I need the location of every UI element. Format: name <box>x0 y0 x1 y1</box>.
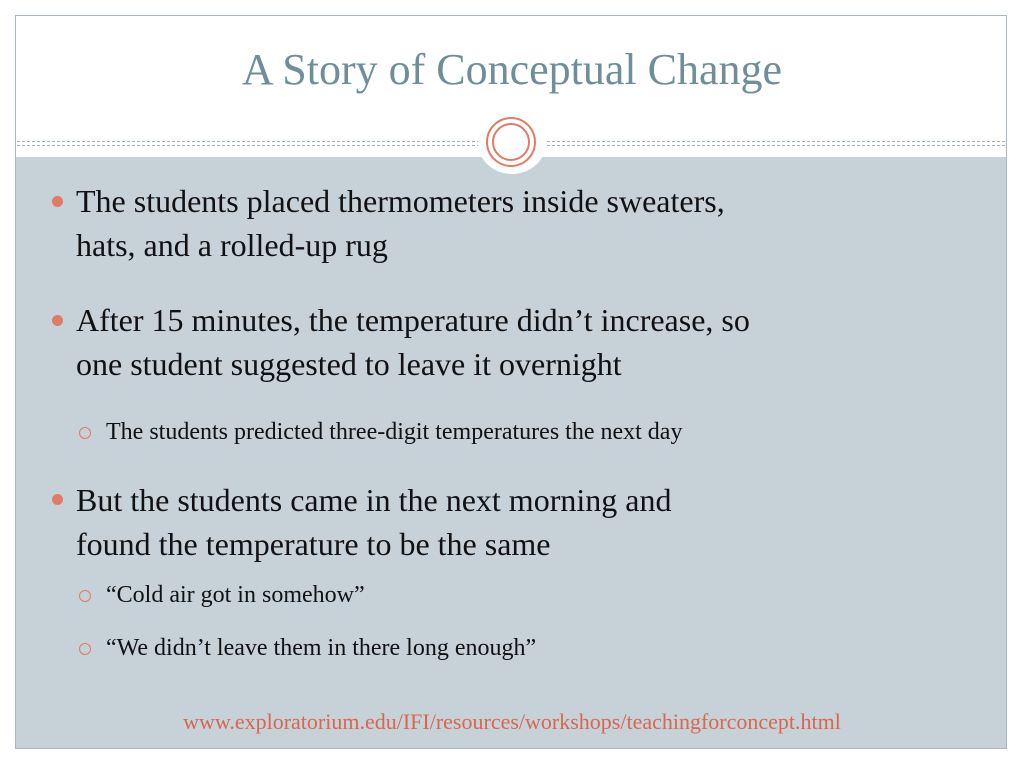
bullet-dot-icon <box>52 315 63 326</box>
bullet-3 <box>76 478 671 566</box>
sub-bullet-circle-icon <box>79 643 91 655</box>
double-ring-icon <box>486 117 536 167</box>
bullet-3-line-2: found the temperature to be the same <box>76 526 551 562</box>
sub-bullet-3: “We didn’t leave them in there long enough” <box>106 635 537 661</box>
bullet-2-line-2: one student suggested to leave it overnight <box>76 346 622 382</box>
bullet-dot-icon <box>52 196 63 207</box>
sub-bullet-circle-icon <box>79 427 91 439</box>
inner-ring-icon <box>492 123 530 161</box>
slide-title: A Story of Conceptual Change <box>241 45 783 94</box>
bullet-2 <box>76 298 750 386</box>
bullet-3-line-1: But the students came in the next morning and <box>76 482 672 518</box>
sub-bullet-circle-icon <box>79 590 91 602</box>
bullet-1-line-1: The students placed thermometers inside sweaters, <box>76 183 725 219</box>
source-url-link[interactable]: www.exploratorium.edu/IFI/resources/workshops/teachingforconcept.html <box>183 709 841 734</box>
bullet-2-line-1: After 15 minutes, the temperature didn’t increase, so <box>76 302 750 338</box>
sub-bullet-2: “Cold air got in somehow” <box>106 582 365 608</box>
sub-bullet-1: The students predicted three-digit temperatures the next day <box>106 419 683 445</box>
bullet-1 <box>76 179 725 267</box>
bullet-dot-icon <box>52 494 63 505</box>
bullet-1-line-2: hats, and a rolled-up rug <box>76 227 388 263</box>
